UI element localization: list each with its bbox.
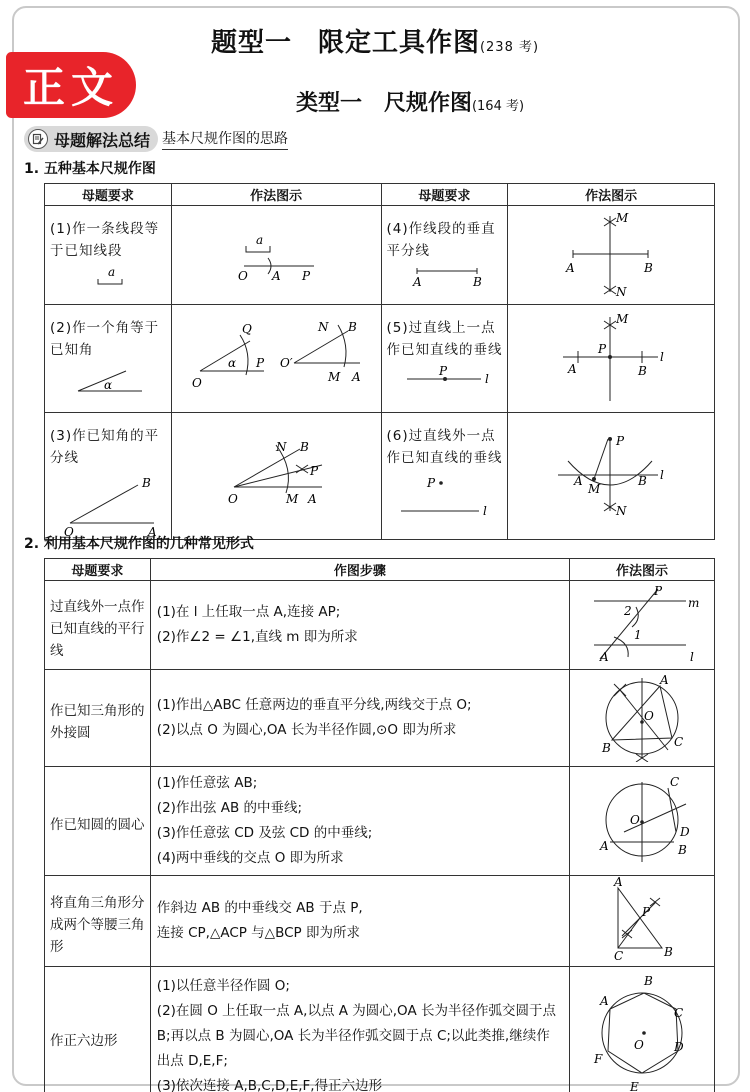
svg-text:P: P <box>616 434 625 448</box>
segment-copy-figure <box>172 206 380 300</box>
svg-text:A: A <box>412 275 423 289</box>
section2-title: 2. 利用基本尺规作图的几种常见形式 <box>24 536 254 552</box>
sub-title <box>0 86 750 117</box>
requirement-cell <box>381 305 508 413</box>
svg-text:O: O <box>643 709 654 723</box>
summary-pill <box>24 126 158 152</box>
requirement-cell: 作已知圆的圆心 <box>45 767 151 876</box>
svg-text:N: N <box>275 440 287 454</box>
steps-cell <box>150 581 569 670</box>
requirement-text: (5)过直线上一点作已知直线的垂线 <box>386 320 503 358</box>
svg-text:P: P <box>598 342 607 356</box>
svg-text:P: P <box>438 365 448 378</box>
svg-text:C: C <box>673 735 684 749</box>
step-text: (3)依次连接 A,B,C,D,E,F,得正六边形 <box>156 1078 383 1092</box>
svg-text:C: C <box>669 774 680 789</box>
basic-constructions-table <box>44 183 715 540</box>
svg-text:B: B <box>347 320 357 334</box>
svg-text:B: B <box>142 476 152 490</box>
point-on-line-figure <box>387 365 503 387</box>
svg-text:m: m <box>687 596 700 610</box>
svg-text:M: M <box>285 492 299 506</box>
summary-text: 基本尺规作图的思路 <box>162 128 288 150</box>
perpendicular-at-point-figure <box>508 305 713 408</box>
svg-text:P: P <box>641 905 651 919</box>
requirement-text: (2)作一个角等于已知角 <box>50 320 160 358</box>
perpendicular-bisector-figure <box>508 206 713 300</box>
sub-title-part-a: 类型一 <box>295 91 362 116</box>
step-text: (2)作∠2 = ∠1,直线 m 即为所求 <box>156 629 358 645</box>
circumcircle-figure <box>570 670 714 762</box>
steps-cell <box>150 967 569 1092</box>
requirement-cell: 过直线外一点作已知直线的平行线 <box>45 581 151 670</box>
sub-title-part-b: 尺规作图 <box>383 91 472 116</box>
summary-pill-label: 母题解法总结 <box>54 130 151 150</box>
step-text: (2)以点 O 为圆心,OA 长为半径作圆,⊙O 即为所求 <box>156 722 457 738</box>
svg-text:N: N <box>616 285 627 299</box>
svg-text:B: B <box>472 275 483 289</box>
svg-text:1: 1 <box>633 628 642 642</box>
svg-text:M: M <box>327 370 341 384</box>
svg-text:M: M <box>588 482 601 496</box>
svg-text:N: N <box>616 504 627 518</box>
svg-text:O: O <box>191 376 202 390</box>
svg-text:a: a <box>255 233 263 247</box>
svg-text:A: A <box>148 525 158 539</box>
svg-text:O: O <box>633 1038 644 1052</box>
requirement-cell <box>45 413 172 540</box>
step-text: (2)在圆 O 上任取一点 A,以点 A 为圆心,OA 长为半径作弧交圆于点 B;再以点 B 为圆心,OA 长为半径作弧交圆于点 C;以此类推,继续作出点 D,E,F; <box>156 1003 556 1069</box>
requirement-cell: 作已知三角形的外接圆 <box>45 670 151 767</box>
table-row <box>45 413 715 540</box>
requirement-cell: 作正六边形 <box>45 967 151 1092</box>
t1-header-req2: 母题要求 <box>381 184 508 206</box>
point-off-line-figure <box>387 473 503 527</box>
svg-text:l: l <box>482 504 488 518</box>
svg-text:C: C <box>673 1006 684 1020</box>
svg-text:B: B <box>643 974 653 988</box>
svg-text:B: B <box>644 261 654 275</box>
step-text: 作斜边 AB 的中垂线交 AB 于点 P, <box>156 900 363 916</box>
figure-cell <box>569 767 714 876</box>
t1-header-fig1: 作法图示 <box>171 184 381 206</box>
svg-text:A: A <box>307 492 317 506</box>
known-angle-aob-figure <box>50 473 166 539</box>
table-row <box>45 206 715 305</box>
step-text: (1)在 l 上任取一点 A,连接 AP; <box>156 604 341 620</box>
requirement-cell <box>45 206 172 305</box>
svg-text:α: α <box>227 356 236 370</box>
page-title <box>0 22 750 59</box>
table-row <box>45 767 715 876</box>
svg-text:C: C <box>613 949 624 962</box>
svg-text:B: B <box>638 364 648 378</box>
svg-text:A: A <box>351 370 361 384</box>
step-text: (3)作任意弦 CD 及弦 CD 的中垂线; <box>156 825 373 841</box>
angle-copy-figure <box>172 305 380 408</box>
requirement-cell <box>381 206 508 305</box>
svg-text:A: A <box>566 261 575 275</box>
figure-cell <box>508 413 715 540</box>
table-row <box>45 305 715 413</box>
table-row <box>45 670 715 767</box>
svg-text:B: B <box>663 945 673 959</box>
figure-cell <box>171 413 381 540</box>
figure-cell <box>171 305 381 413</box>
svg-text:O: O <box>629 812 640 827</box>
svg-text:l: l <box>660 468 665 482</box>
section-badge: 正文 <box>6 52 136 118</box>
step-text: (4)两中垂线的交点 O 即为所求 <box>156 850 344 866</box>
svg-text:D: D <box>679 824 690 839</box>
svg-text:A: A <box>599 838 609 853</box>
figure-cell <box>508 305 715 413</box>
figure-cell <box>569 967 714 1092</box>
title-part-a: 题型一 <box>210 28 292 58</box>
notebook-pen-icon <box>28 129 48 149</box>
parallel-line-figure <box>570 581 714 665</box>
requirement-cell <box>381 413 508 540</box>
requirement-text: (4)作线段的垂直平分线 <box>386 221 496 259</box>
svg-text:O′: O′ <box>279 356 293 370</box>
svg-text:O: O <box>227 492 238 506</box>
regular-hexagon-figure <box>570 967 714 1092</box>
svg-text:O: O <box>237 269 248 283</box>
known-segment-figure <box>50 266 160 288</box>
figure-cell <box>171 206 381 305</box>
figure-cell <box>508 206 715 305</box>
svg-text:E: E <box>629 1080 639 1092</box>
t2-header-req: 母题要求 <box>45 559 151 581</box>
svg-text:B: B <box>638 474 648 488</box>
svg-text:a: a <box>108 266 117 279</box>
figure-cell <box>569 581 714 670</box>
angle-bisector-figure <box>172 413 380 532</box>
svg-text:N: N <box>317 320 329 334</box>
perpendicular-from-point-figure <box>508 413 713 532</box>
svg-text:P: P <box>309 464 318 478</box>
step-text: (2)作出弦 AB 的中垂线; <box>156 800 303 816</box>
svg-text:l: l <box>660 350 665 364</box>
step-text: (1)作任意弦 AB; <box>156 775 258 791</box>
requirement-cell <box>45 305 172 413</box>
svg-text:A: A <box>659 673 669 687</box>
svg-text:P: P <box>426 476 436 490</box>
t1-header-fig2: 作法图示 <box>508 184 715 206</box>
svg-text:P: P <box>653 584 663 598</box>
svg-text:l: l <box>484 372 490 386</box>
table-row <box>45 876 715 967</box>
svg-text:A: A <box>568 362 577 376</box>
step-text: (1)以任意半径作圆 O; <box>156 978 290 994</box>
svg-text:M: M <box>616 211 629 225</box>
construction-forms-table <box>44 558 715 1092</box>
svg-text:P: P <box>255 356 264 370</box>
table-row <box>45 967 715 1092</box>
svg-text:P: P <box>301 269 310 283</box>
figure-cell <box>569 876 714 967</box>
segment-ab-figure <box>387 266 497 290</box>
svg-text:B: B <box>677 842 687 857</box>
step-text: 连接 CP,△ACP 与△BCP 即为所求 <box>156 925 360 941</box>
section1-title: 1. 五种基本尺规作图 <box>24 161 156 177</box>
svg-text:O: O <box>64 525 75 539</box>
steps-cell <box>150 670 569 767</box>
svg-text:B: B <box>299 440 309 454</box>
table-row <box>45 581 715 670</box>
title-note: (238 考) <box>479 40 540 55</box>
circle-center-figure <box>570 770 714 869</box>
svg-text:2: 2 <box>623 604 632 618</box>
svg-text:A: A <box>613 876 623 889</box>
figure-cell <box>569 670 714 767</box>
requirement-text: (6)过直线外一点作已知直线的垂线 <box>386 428 503 466</box>
sub-title-note: (164 考) <box>471 99 525 114</box>
svg-text:A: A <box>271 269 281 283</box>
svg-text:D: D <box>673 1040 684 1054</box>
svg-text:α: α <box>104 378 114 392</box>
t2-header-steps: 作图步骤 <box>150 559 569 581</box>
svg-text:A: A <box>599 650 609 664</box>
svg-text:M: M <box>616 312 629 326</box>
svg-text:A: A <box>599 994 609 1008</box>
svg-text:F: F <box>593 1052 603 1066</box>
steps-cell <box>150 876 569 967</box>
svg-text:A: A <box>574 474 583 488</box>
t2-header-fig: 作法图示 <box>569 559 714 581</box>
title-part-b: 限定工具作图 <box>317 28 480 58</box>
summary-heading <box>24 125 288 153</box>
requirement-cell: 将直角三角形分成两个等腰三角形 <box>45 876 151 967</box>
requirement-text: (1)作一条线段等于已知线段 <box>50 221 160 259</box>
step-text: (1)作出△ABC 任意两边的垂直平分线,两线交于点 O; <box>156 697 472 713</box>
t1-header-req1: 母题要求 <box>45 184 172 206</box>
svg-text:B: B <box>601 741 611 755</box>
steps-cell <box>150 767 569 876</box>
requirement-text: (3)作已知角的平分线 <box>50 428 160 466</box>
right-triangle-figure <box>570 876 714 962</box>
svg-text:Q: Q <box>241 322 252 336</box>
known-angle-figure <box>50 365 160 393</box>
svg-text:l: l <box>689 650 694 664</box>
